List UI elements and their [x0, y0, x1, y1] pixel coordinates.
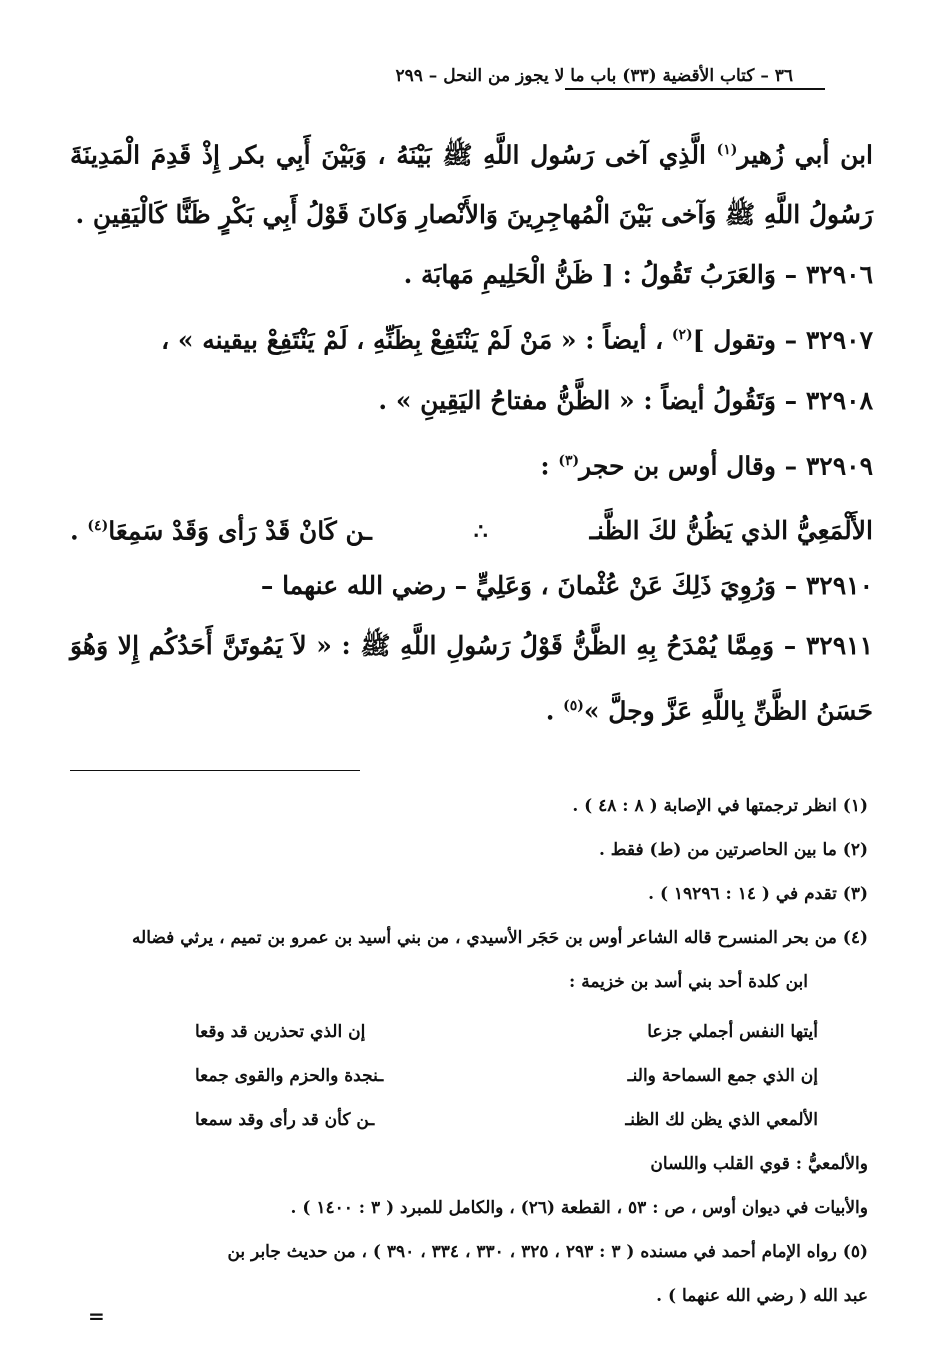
paragraph-32911 — [70, 616, 873, 741]
poem-row — [75, 1098, 868, 1142]
footnote-4-gloss: والألمعيُّ : قوي القلب واللسان — [650, 1154, 868, 1174]
paragraph-32911-text: ٣٢٩١١ – وَمِمَّا يُمْدَحُ بِهِ الظَّنُّ قَوْلُ رَسُولِ اللَّهِ ﷺ : « لاَ يَمُوتَنَّ أَحَدُكُم إِلا وَهُوَ حَسَنُ الظَّنِّ بِاللَّهِ عَزَّ وجلَّ » — [70, 630, 873, 726]
running-header: ٣٦ – كتاب الأقضية (٣٣) باب ما لا يجوز من النحل – ٢٩٩ — [395, 66, 793, 86]
paragraph-32911-end: . — [545, 696, 564, 726]
paragraph-32906: ٣٢٩٠٦ – وَالعَرَبُ تَقُولُ : [ ظَنُّ الْحَلِيمِ مَهابَة . — [403, 260, 873, 290]
footnote-poem — [75, 1010, 868, 1142]
verse-second-end: . — [70, 516, 88, 546]
footnote-ref-1: (١) — [716, 142, 738, 158]
verse-separator: ∴ — [473, 519, 488, 546]
footnote-4-sources: والأبيات في ديوان أوس ، ص : ٥٣ ، القطعة (٢٦) ، والكامل للمبرد ( ٣ : ١٤٠٠ ) . — [290, 1198, 868, 1218]
intro-paragraph — [70, 120, 873, 245]
main-text — [70, 120, 873, 741]
paragraph-32909-rest: : — [540, 450, 559, 480]
header-rule — [565, 88, 825, 90]
footnote-ref-3: (٣) — [558, 452, 580, 469]
footnotes — [75, 784, 868, 1318]
verse-second-text: ـن كَانْ قَدْ رَأى وَقَدْ سَمِعَا — [108, 516, 372, 546]
footnote-4-line-1: (٤) من بحر المنسرح قاله الشاعر أوس بن حَجَر الأسيدي ، من بني أسيد بن عمرو بن تميم ، يرثي فضاله — [131, 928, 868, 948]
continuation-mark: = — [88, 1304, 105, 1328]
intro-text-rest: الَّذِي آخى رَسُول اللَّهِ ﷺ بَيْنَهُ ، وَبَيْنَ أَبِي بكر إِذْ قَدِمَ الْمَدِينَةَ رَسُولُ اللَّهِ ﷺ وَآخى بَيْنَ الْمُهاجِرِينَ وَالأَنْصارِ وَكانَ قَوْلُ أَبِي بَكْرٍ ظَنًّا كَالْيَقِينِ . — [70, 140, 873, 230]
poem-hemistich-right: إن الذي جمع السماحة والنـ — [627, 1066, 818, 1086]
poem-verse — [70, 496, 873, 556]
paragraph-32907-start: ٣٢٩٠٧ – وتقول ] — [692, 325, 873, 355]
footnote-ref-4: (٤) — [87, 517, 109, 534]
paragraph-32909 — [70, 431, 873, 496]
poem-row — [75, 1054, 868, 1098]
footnote-ref-2: (٢) — [671, 327, 693, 344]
paragraph-32910: ٣٢٩١٠ – وَرُوِيَ ذَلِكَ عَنْ عُثْمانَ ، وَعَلِيٍّ – رضي الله عنهما – — [260, 570, 873, 600]
poem-hemistich-right: أيتها النفس أجملي جزعا — [647, 1022, 818, 1042]
footnote-3: (٣) تقدم في ( ١٤ : ١٩٢٩٦ ) . — [648, 884, 868, 904]
poem-row — [75, 1010, 868, 1054]
poem-hemistich-left: ـنجدة والحزم والقوى جمعا — [195, 1066, 384, 1086]
paragraph-32909-start: ٣٢٩٠٩ – وقال أوس بن حجر — [579, 450, 873, 480]
footnote-5-line-2: عبد الله ( رضي الله عنهما ) . — [656, 1286, 868, 1306]
paragraph-32907-rest: ، أيضاً : « مَنْ لَمْ يَنْتَفِعْ بِظَنِّهِ ، لَمْ يَنْتَفِعْ بيقينه » ، — [161, 325, 672, 355]
footnote-5-line-1: (٥) رواه الإمام أحمد في مسنده ( ٣ : ٢٩٣ ، ٣٢٥ ، ٣٣٠ ، ٣٣٤ ، ٣٩٠ ) ، من حديث جابر بن — [227, 1242, 868, 1262]
paragraph-32908: ٣٢٩٠٨ – وَتَقُولُ أيضاً : « الظَّنُّ مفتاحُ اليَقِينِ » . — [378, 385, 873, 415]
verse-first-hemistich: الأَلْمَعِيُّ الذي يَظُنُّ لكَ الظَّنـ — [589, 516, 873, 546]
poem-hemistich-right: الألمعي الذي يظن لك الظنـ — [625, 1110, 818, 1130]
footnote-ref-5: (٥) — [563, 697, 584, 714]
footnote-1: (١) انظر ترجمتها في الإصابة ( ٨ : ٤٨ ) . — [572, 796, 868, 816]
intro-text-start: ابن أبي زُهير — [737, 140, 873, 170]
paragraph-32907 — [70, 305, 873, 370]
footnote-rule — [70, 770, 360, 771]
footnote-4-line-2: ابن كلدة أحد بني أسد بن خزيمة : — [569, 972, 808, 992]
poem-hemistich-left: ـن كأن قد رأى وقد سمعا — [195, 1110, 375, 1130]
poem-hemistich-left: إن الذي تحذرين قد وقعا — [195, 1022, 366, 1042]
footnote-2: (٢) ما بين الحاصرتين من (ط) فقط . — [598, 840, 868, 860]
verse-second-hemistich — [70, 496, 372, 561]
